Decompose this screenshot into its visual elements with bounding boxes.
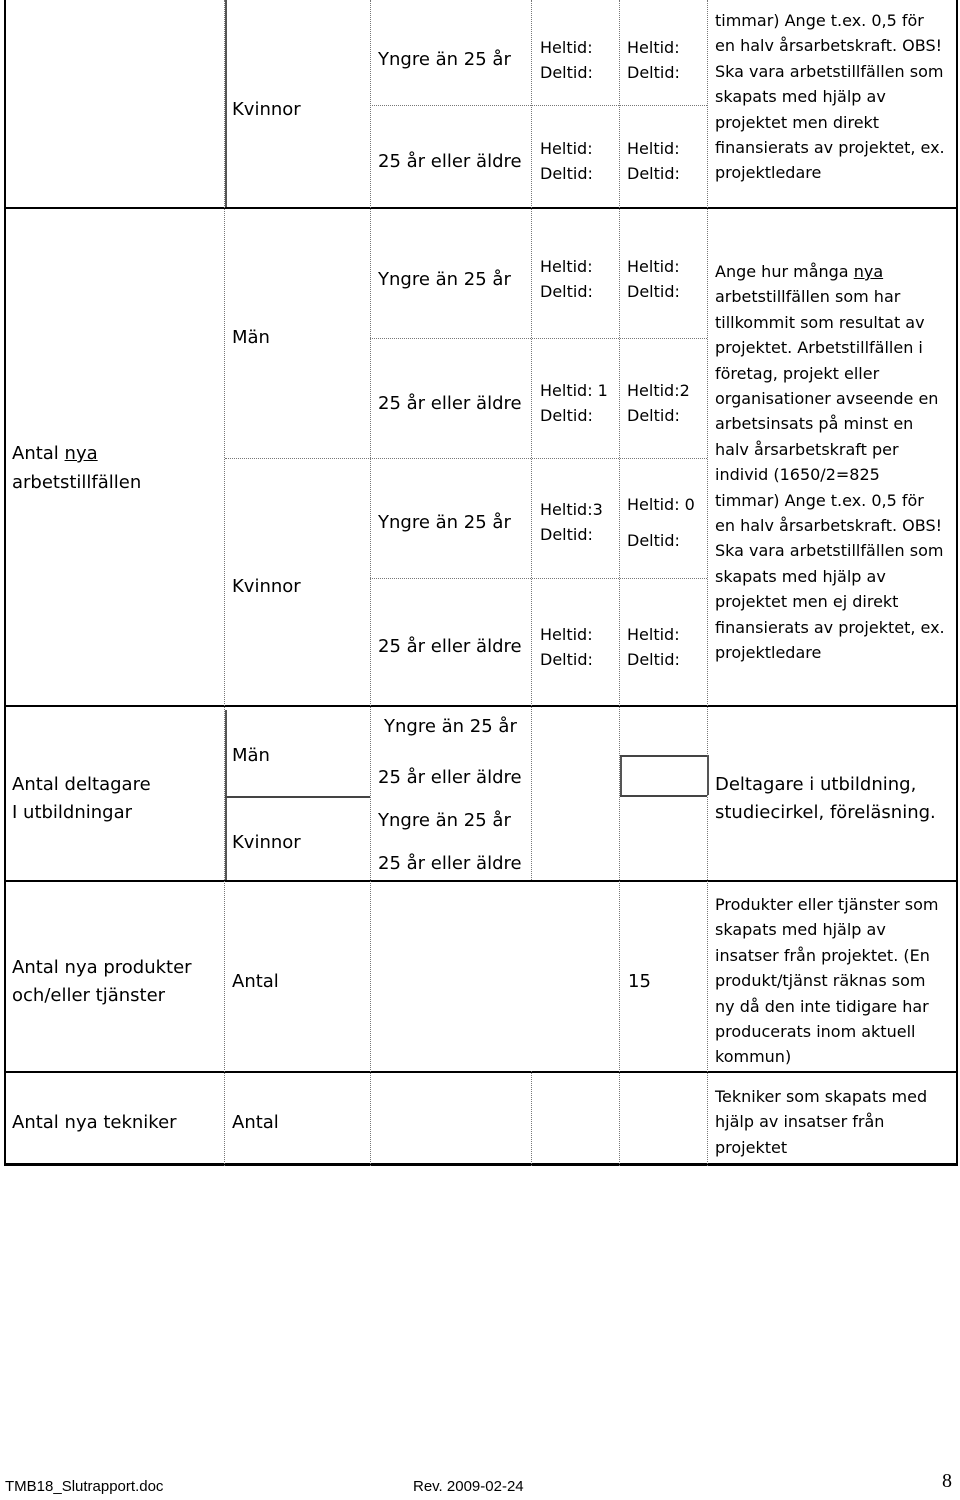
antal-label: Antal: [232, 971, 279, 992]
column-divider: [620, 755, 622, 795]
note-line: skapats med hjälp av: [715, 566, 886, 586]
note-line: individ (1650/2=825: [715, 465, 880, 485]
heltid-value: Heltid: 1: [540, 381, 608, 400]
label-part: Antal: [12, 443, 65, 464]
deltid-label: Deltid:: [540, 525, 593, 544]
deltid-label: Deltid:: [627, 406, 680, 425]
label-line: och/eller tjänster: [12, 985, 166, 1006]
heltid-label: Heltid:: [540, 625, 593, 644]
note-section5: [715, 1084, 927, 1160]
note-line: timmar) Ange t.ex. 0,5 för: [715, 11, 924, 30]
column-divider: [225, 0, 227, 207]
cell-divider: [225, 458, 707, 459]
age-yngre: Yngre än 25 år: [378, 269, 511, 290]
label-antal-nya-arbetstillfallen: [12, 443, 98, 465]
column-divider: [619, 0, 620, 1166]
deltid-label: Deltid:: [627, 650, 680, 669]
age-aldre: 25 år eller äldre: [378, 636, 522, 657]
age-yngre: Yngre än 25 år: [378, 49, 511, 70]
deltid-label: Deltid:: [627, 164, 680, 183]
note-line: skapats med hjälp av: [715, 920, 886, 940]
heltid-label: Heltid:: [627, 625, 680, 644]
column-divider: [531, 0, 532, 880]
column-divider: [370, 0, 371, 1166]
note-line: arbetsinsats på minst en: [715, 414, 914, 434]
cell-divider: [225, 796, 370, 798]
row-separator: [4, 880, 958, 882]
heltid-label: Heltid:: [627, 139, 680, 158]
note-line: Ska vara arbetstillfällen som: [715, 541, 944, 561]
age-yngre: Yngre än 25 år: [378, 512, 511, 533]
heltid-label: Heltid:: [627, 38, 680, 57]
deltid-label: Deltid:: [627, 531, 680, 550]
age-aldre: 25 år eller äldre: [378, 853, 522, 874]
note-line: finansierats av projektet, ex.: [715, 617, 945, 637]
cell-divider: [620, 755, 707, 757]
note-section4: [715, 892, 938, 1070]
note-line: projektledare: [715, 163, 822, 183]
note-line: skapats med hjälp av: [715, 87, 886, 107]
note-line: projektet men ej direkt: [715, 592, 899, 612]
row-separator: [4, 207, 958, 209]
gender-kvinnor: Kvinnor: [232, 576, 301, 597]
note-line: insatser från projektet. (En: [715, 945, 930, 965]
note-line: företag, projekt eller: [715, 363, 880, 383]
footer-filename: TMB18_Slutrapport.doc: [5, 1478, 164, 1495]
label-line: arbetstillfällen: [12, 472, 142, 493]
note-line: projektet: [715, 1137, 788, 1157]
note-line: tillkommit som resultat av: [715, 312, 925, 332]
note-line: projektet men direkt: [715, 112, 880, 132]
cell-divider: [370, 578, 707, 579]
heltid-label: Heltid:: [540, 139, 593, 158]
note-line: timmar) Ange t.ex. 0,5 för: [715, 490, 924, 510]
note-section1: [715, 8, 945, 186]
age-aldre: 25 år eller äldre: [378, 393, 522, 414]
cell-divider: [370, 338, 707, 339]
note-line: organisationer avseende en: [715, 389, 939, 409]
note-underlined: nya: [853, 262, 884, 281]
label-line: I utbildningar: [12, 802, 133, 823]
heltid-value: Heltid:3: [540, 500, 603, 519]
note-line: producerats inom aktuell: [715, 1022, 916, 1042]
heltid-value: Heltid:2: [627, 381, 690, 400]
deltid-label: Deltid:: [627, 282, 680, 301]
note-line: projektet. Arbetstillfällen i: [715, 338, 923, 358]
age-yngre: Yngre än 25 år: [378, 810, 511, 831]
label-antal-deltagare: Antal deltagare: [12, 774, 151, 795]
note-line: Tekniker som skapats med: [715, 1087, 928, 1106]
cell-divider: [370, 105, 707, 106]
age-aldre: 25 år eller äldre: [378, 767, 522, 788]
note-line: arbetstillfällen som har: [715, 287, 901, 307]
footer-revision: Rev. 2009-02-24: [413, 1478, 524, 1495]
label-antal-nya-produkter: Antal nya produkter: [12, 957, 192, 978]
note-line: Produkter eller tjänster som: [715, 895, 939, 914]
gender-man: Män: [232, 745, 270, 766]
note-line: [715, 259, 945, 284]
heltid-value: Heltid: 0: [627, 495, 695, 514]
deltid-label: Deltid:: [540, 650, 593, 669]
deltid-label: Deltid:: [540, 164, 593, 183]
produkter-value: 15: [628, 971, 651, 992]
note-line: hjälp av insatser från: [715, 1112, 885, 1132]
note-line: produkt/tjänst räknas som: [715, 971, 926, 991]
page-number: 8: [942, 1470, 952, 1492]
note-line: Deltagare i utbildning,: [715, 774, 917, 795]
note-line: en halv årsarbetskraft. OBS!: [715, 516, 943, 536]
heltid-label: Heltid:: [540, 38, 593, 57]
deltid-label: Deltid:: [540, 406, 593, 425]
note-line: Ska vara arbetstillfällen som: [715, 61, 944, 81]
deltid-label: Deltid:: [627, 63, 680, 82]
note-section2: [715, 259, 945, 666]
gender-kvinnor: Kvinnor: [232, 99, 301, 120]
column-divider: [707, 0, 708, 1166]
column-divider: [225, 710, 227, 880]
heltid-label: Heltid:: [540, 257, 593, 276]
gender-kvinnor: Kvinnor: [232, 832, 301, 853]
cell-divider: [620, 795, 707, 797]
note-line: halv årsarbetskraft per: [715, 439, 899, 459]
note-line: kommun): [715, 1047, 792, 1067]
heltid-label: Heltid:: [627, 257, 680, 276]
label-antal-nya-tekniker: Antal nya tekniker: [12, 1112, 177, 1133]
note-part: Ange hur många: [715, 262, 854, 281]
deltid-label: Deltid:: [540, 282, 593, 301]
note-line: studiecirkel, föreläsning.: [715, 802, 936, 823]
note-line: projektledare: [715, 643, 822, 663]
antal-label: Antal: [232, 1112, 279, 1133]
column-divider: [707, 755, 709, 795]
note-line: ny då den inte tidigare har: [715, 996, 929, 1016]
note-line: en halv årsarbetskraft. OBS!: [715, 36, 943, 56]
gender-man: Män: [232, 327, 270, 348]
row-separator: [4, 1071, 958, 1073]
column-divider: [531, 1071, 532, 1166]
age-yngre: Yngre än 25 år: [384, 716, 517, 737]
age-aldre: 25 år eller äldre: [378, 151, 522, 172]
row-separator: [4, 705, 958, 707]
deltid-label: Deltid:: [540, 63, 593, 82]
note-line: finansierats av projektet, ex.: [715, 138, 945, 158]
label-underlined: nya: [64, 443, 98, 464]
